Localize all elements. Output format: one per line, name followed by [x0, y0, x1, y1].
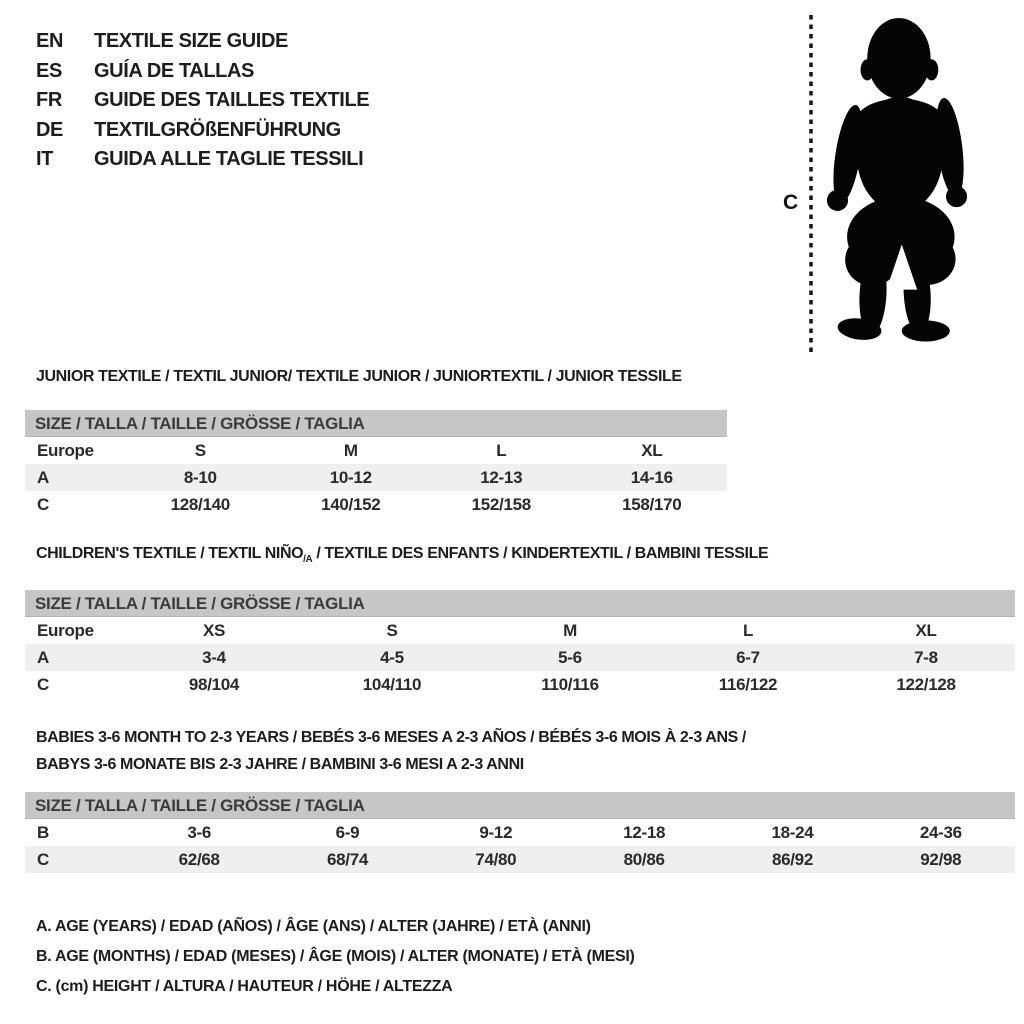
legend-line-b: B. AGE (MONTHS) / EDAD (MESES) / ÂGE (MOIS) / ALTER (MONATE) / ETÀ (MESI): [36, 948, 635, 965]
babies-title-line2: BABYS 3-6 MONATE BIS 2-3 JAHRE / BAMBINI 3-6 MESI A 2-3 ANNI: [36, 756, 524, 773]
row-label: A: [37, 648, 49, 667]
size-cell: 116/122: [718, 675, 778, 694]
babies-title-line1: BABIES 3-6 MONTH TO 2-3 YEARS / BEBÉS 3-6 MESES A 2-3 AÑOS / BÉBÉS 3-6 MOIS À 2-3 ANS /: [36, 729, 746, 746]
children-size-table: [25, 590, 1015, 698]
lang-code: DE: [36, 118, 63, 141]
lang-code: IT: [36, 148, 53, 171]
lang-row-en: [36, 27, 369, 57]
size-cell: 86/92: [771, 850, 813, 869]
table-row: [25, 644, 1015, 671]
lang-label: GUÍA DE TALLAS: [94, 59, 254, 82]
size-cell: 3-4: [202, 648, 226, 667]
size-cell: 152/158: [471, 495, 531, 514]
children-title-pre: CHILDREN'S TEXTILE / TEXTIL NIÑO: [36, 545, 304, 562]
size-cell: 62/68: [178, 850, 220, 869]
size-cell: M: [563, 621, 577, 640]
children-title-post: / TEXTILE DES ENFANTS / KINDERTEXTIL / BAMBINI TESSILE: [312, 545, 769, 562]
language-title-block: [36, 27, 369, 175]
lang-row-de: [36, 116, 369, 146]
size-cell: 6-9: [335, 823, 360, 842]
size-cell: XL: [915, 621, 937, 640]
lang-row-fr: [36, 86, 369, 116]
size-cell: 10-12: [329, 468, 372, 487]
size-cell: L: [742, 621, 754, 640]
row-label: A: [37, 468, 49, 487]
size-cell: 68/74: [326, 850, 369, 869]
size-cell: 14-16: [630, 468, 673, 487]
legend-block: [36, 912, 635, 1002]
junior-size-table: [25, 410, 727, 518]
table-row: [25, 671, 1015, 698]
height-marker-label: C: [783, 191, 799, 214]
size-cell: 128/140: [170, 495, 230, 514]
size-cell: 92/98: [920, 850, 962, 869]
size-cell: 104/110: [362, 675, 422, 694]
junior-section-title: JUNIOR TEXTILE / TEXTIL JUNIOR/ TEXTILE JUNIOR / JUNIORTEXTIL / JUNIOR TESSILE: [36, 368, 682, 385]
size-cell: XL: [641, 441, 663, 460]
lang-code: FR: [36, 89, 62, 112]
lang-label: GUIDA ALLE TAGLIE TESSILI: [94, 148, 364, 171]
size-cell: 4-5: [380, 648, 404, 667]
legend-line-a: A. AGE (YEARS) / EDAD (AÑOS) / ÂGE (ANS) / ALTER (JAHRE) / ETÀ (ANNI): [36, 918, 591, 935]
size-cell: 18-24: [771, 823, 814, 842]
size-cell: 140/152: [321, 495, 381, 514]
row-label: Europe: [37, 441, 94, 460]
table-row: [25, 491, 727, 518]
children-title-sub: /A: [303, 554, 313, 566]
legend-line-c: C. (cm) HEIGHT / ALTURA / HAUTEUR / HÖHE / ALTEZZA: [36, 978, 453, 995]
size-cell: M: [343, 441, 358, 460]
size-cell: 6-7: [736, 648, 760, 667]
size-cell: 122/128: [896, 675, 956, 694]
size-cell: 98/104: [188, 675, 240, 694]
babies-section-title: [36, 724, 746, 778]
baby-silhouette-icon: [827, 18, 968, 342]
lang-row-es: [36, 57, 369, 87]
size-table-header: SIZE / TALLA / TAILLE / GRÖSSE / TAGLIA: [25, 410, 727, 437]
size-table-header: SIZE / TALLA / TAILLE / GRÖSSE / TAGLIA: [25, 590, 1015, 617]
lang-label: GUIDE DES TAILLES TEXTILE: [94, 89, 370, 112]
size-cell: 3-6: [187, 823, 211, 842]
lang-code: ES: [36, 59, 62, 82]
size-cell: S: [194, 441, 206, 460]
table-row: [25, 617, 1015, 644]
children-section-title: [36, 545, 768, 565]
table-row: [25, 846, 1015, 873]
lang-label: TEXTILGRÖßENFÜHRUNG: [94, 118, 341, 141]
size-cell: 110/116: [541, 675, 599, 694]
row-label: Europe: [37, 621, 94, 640]
size-cell: XS: [202, 621, 226, 640]
size-cell: 158/170: [622, 495, 682, 514]
size-cell: 74/80: [475, 850, 517, 869]
size-cell: 12-13: [480, 468, 523, 487]
row-label: C: [37, 850, 49, 869]
babies-size-table: [25, 792, 1015, 873]
size-cell: 24-36: [919, 823, 962, 842]
size-table-header: SIZE / TALLA / TAILLE / GRÖSSE / TAGLIA: [25, 792, 1015, 819]
table-row: [25, 819, 1015, 846]
baby-height-figure: [775, 8, 1005, 360]
size-cell: L: [496, 441, 507, 460]
row-label: B: [37, 823, 49, 842]
size-cell: S: [386, 621, 398, 640]
row-label: C: [37, 495, 49, 514]
row-label: C: [37, 675, 49, 694]
size-cell: 7-8: [914, 648, 938, 667]
lang-code: EN: [36, 30, 63, 53]
size-cell: 8-10: [183, 468, 217, 487]
lang-row-it: [36, 145, 369, 175]
table-row: [25, 464, 727, 491]
size-cell: 12-18: [623, 823, 666, 842]
table-row: [25, 437, 727, 464]
size-cell: 9-12: [479, 823, 513, 842]
size-cell: 80/86: [623, 850, 665, 869]
size-cell: 5-6: [558, 648, 582, 667]
lang-label: TEXTILE SIZE GUIDE: [94, 30, 288, 53]
